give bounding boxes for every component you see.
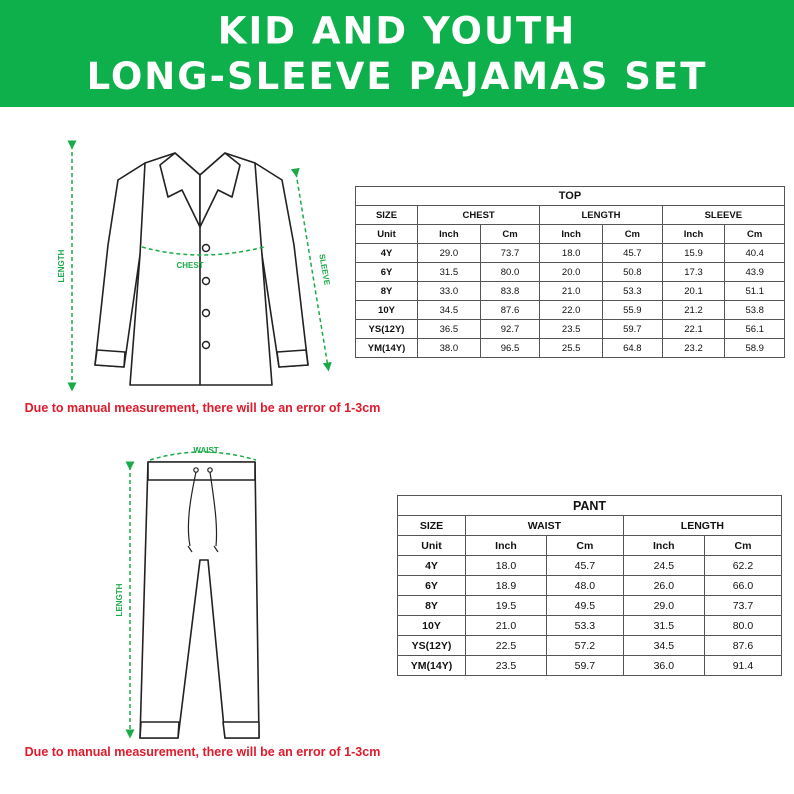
pant-left-cuff [140,722,179,738]
top-unit-cell: Cm [480,225,540,244]
top-row-size: YM(14Y) [356,339,418,358]
pant-row [398,616,782,636]
top-cell: 23.5 [540,320,603,339]
top-cell: 53.3 [603,282,663,301]
pant-table-body [398,556,782,676]
pant-cell: 91.4 [704,656,781,676]
top-row [356,282,785,301]
pant-cell: 57.2 [546,636,623,656]
top-length-header: LENGTH [540,206,662,225]
pant-cell: 62.2 [704,556,781,576]
top-unit-cell: Inch [540,225,603,244]
pant-cell: 36.0 [623,656,704,676]
top-cell: 51.1 [725,282,785,301]
top-cell: 33.0 [418,282,481,301]
top-cell: 38.0 [418,339,481,358]
top-cell: 55.9 [603,301,663,320]
top-cell: 22.1 [662,320,725,339]
top-row-size: 8Y [356,282,418,301]
top-cell: 87.6 [480,301,540,320]
pant-cell: 23.5 [466,656,547,676]
pant-waist-label: WAIST [193,446,219,455]
top-cell: 40.4 [725,244,785,263]
pant-error-note: Due to manual measurement, there will be an error of 1-3cm [24,745,381,759]
pant-cell: 18.9 [466,576,547,596]
pant-cell: 31.5 [623,616,704,636]
top-size-table [355,186,785,358]
pant-row [398,576,782,596]
header-title-line1: KID AND YOUTH [217,8,577,53]
pant-unit-cell: Cm [704,536,781,556]
shirt-length-label: LENGTH [57,249,66,283]
top-cell: 20.1 [662,282,725,301]
top-cell: 80.0 [480,263,540,282]
top-error-note: Due to manual measurement, there will be an error of 1-3cm [24,401,381,415]
pant-unit-cell: Cm [546,536,623,556]
top-unit-cell: Cm [725,225,785,244]
top-unit-cell: Cm [603,225,663,244]
top-cell: 29.0 [418,244,481,263]
top-cell: 92.7 [480,320,540,339]
pant-cell: 45.7 [546,556,623,576]
top-unit-cell: Inch [662,225,725,244]
shirt-chest-label: CHEST [176,261,204,270]
top-row-size: 4Y [356,244,418,263]
top-row [356,339,785,358]
pant-size-header: SIZE [398,516,466,536]
top-cell: 53.8 [725,301,785,320]
pant-row-size: 4Y [398,556,466,576]
pant-cell: 19.5 [466,596,547,616]
pant-row-size: YS(12Y) [398,636,466,656]
top-unit-label: Unit [356,225,418,244]
pant-cell: 87.6 [704,636,781,656]
top-cell: 21.0 [540,282,603,301]
pant-cell: 53.3 [546,616,623,636]
pant-cell: 48.0 [546,576,623,596]
pant-row-size: 6Y [398,576,466,596]
pant-waistband [148,462,255,480]
top-row-size: 6Y [356,263,418,282]
pant-cell: 18.0 [466,556,547,576]
top-row [356,263,785,282]
pant-waist-header: WAIST [466,516,624,536]
top-chest-header: CHEST [418,206,540,225]
pant-cell: 66.0 [704,576,781,596]
pant-cell: 21.0 [466,616,547,636]
top-cell: 50.8 [603,263,663,282]
top-cell: 34.5 [418,301,481,320]
top-cell: 43.9 [725,263,785,282]
header-title-line2: LONG-SLEEVE PAJAMAS SET [86,54,708,99]
pant-cell: 22.5 [466,636,547,656]
top-size-header: SIZE [356,206,418,225]
shirt-button [203,278,210,285]
top-cell: 36.5 [418,320,481,339]
top-table-title: TOP [356,187,785,206]
top-row-size: YS(12Y) [356,320,418,339]
pant-cell: 24.5 [623,556,704,576]
top-cell: 20.0 [540,263,603,282]
pant-length-header: LENGTH [623,516,781,536]
shirt-button [203,310,210,317]
pant-cell: 26.0 [623,576,704,596]
top-cell: 73.7 [480,244,540,263]
top-sleeve-header: SLEEVE [662,206,784,225]
top-cell: 83.8 [480,282,540,301]
pant-cell: 29.0 [623,596,704,616]
pant-cell: 80.0 [704,616,781,636]
top-row [356,244,785,263]
pant-cell: 49.5 [546,596,623,616]
top-row [356,320,785,339]
top-cell: 25.5 [540,339,603,358]
pant-row [398,556,782,576]
top-cell: 64.8 [603,339,663,358]
top-cell: 18.0 [540,244,603,263]
top-cell: 45.7 [603,244,663,263]
top-cell: 96.5 [480,339,540,358]
top-unit-cell: Inch [418,225,481,244]
shirt-button [203,342,210,349]
pant-unit-cell: Inch [466,536,547,556]
shirt-left-cuff [95,350,125,367]
top-cell: 23.2 [662,339,725,358]
top-cell: 17.3 [662,263,725,282]
pant-row [398,636,782,656]
pant-body [140,462,259,738]
shirt-right-cuff [277,350,308,367]
pant-row-size: 8Y [398,596,466,616]
pant-row-size: YM(14Y) [398,656,466,676]
pant-row [398,596,782,616]
top-cell: 21.2 [662,301,725,320]
pant-unit-label: Unit [398,536,466,556]
top-cell: 56.1 [725,320,785,339]
pant-size-table [397,495,782,676]
top-row-size: 10Y [356,301,418,320]
pant-cell: 73.7 [704,596,781,616]
pant-unit-cell: Inch [623,536,704,556]
pant-length-label: LENGTH [115,583,124,617]
top-cell: 22.0 [540,301,603,320]
shirt-button [203,245,210,252]
top-table-body [356,244,785,358]
pant-table-title: PANT [398,496,782,516]
header-banner [0,0,794,107]
pant-row [398,656,782,676]
shirt-sleeve-label: SLEEVE [317,253,332,286]
top-cell: 15.9 [662,244,725,263]
shirt-diagram [50,135,350,400]
pant-row-size: 10Y [398,616,466,636]
pant-diagram [110,440,280,740]
pant-cell: 59.7 [546,656,623,676]
top-cell: 59.7 [603,320,663,339]
pant-right-cuff [223,722,259,738]
top-row [356,301,785,320]
top-cell: 58.9 [725,339,785,358]
top-cell: 31.5 [418,263,481,282]
pant-cell: 34.5 [623,636,704,656]
